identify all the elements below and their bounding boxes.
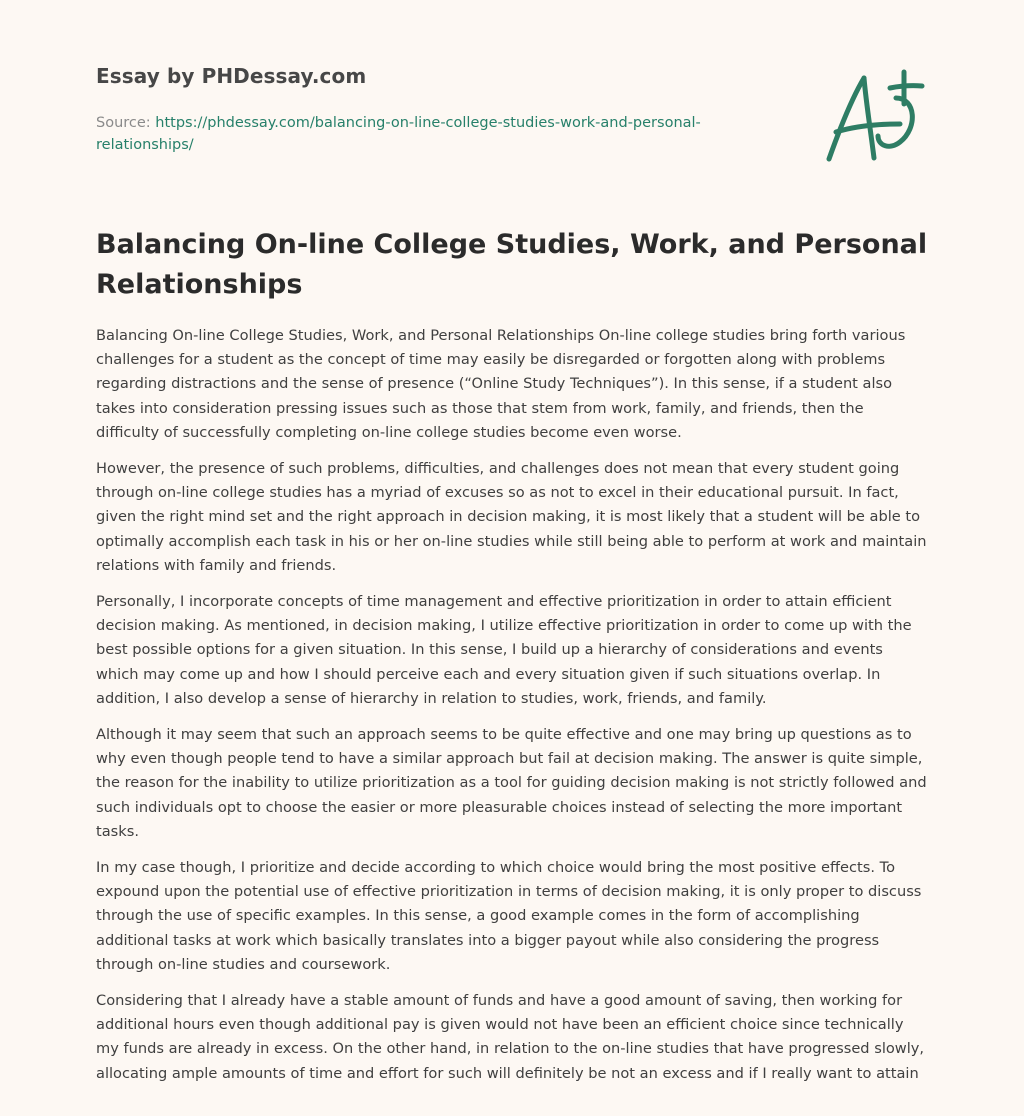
essay-paragraph: Personally, I incorporate concepts of time management and effective prioritization in order to attain efficient decision making. As mentioned, in decision making, I utilize effective prioritization in order to come up with the best possible options for a given situation. In this sense, I build up a hierarchy of considerations and events which may come up and how I should perceive each and every situation given if such situations overlap. In addition, I also develop a sense of hierarchy in relation to studies, work, friends, and family. xyxy=(96,593,912,707)
essay-paragraph: Although it may seem that such an approach seems to be quite effective and one may bring up questions as to why even though people tend to have a similar approach but fail at decision making. The answer is quite simple, the reason for the inability to utilize prioritization as a tool for guiding decision making is not strictly followed and such individuals opt to choose the easier or more pleasurable choices instead of selecting the more important tasks. xyxy=(96,726,927,840)
essay-paragraph: However, the presence of such problems, difficulties, and challenges does not mean that every student going through on-line college studies has a myriad of excuses so as not to excel in their educational pursuit. In fact, given the right mind set and the right approach in decision making, it is most likely that a student will be able to optimally accomplish each task in his or her on-line studies while still being able to perform at work and maintain relations with family and friends. xyxy=(96,460,927,574)
essay-paragraph: In my case though, I prioritize and decide according to which choice would bring the most positive effects. To expound upon the potential use of effective prioritization in terms of decision making, it is only proper to discuss through the use of specific examples. In this sense, a good example comes in the form of accomplishing additional tasks at work which basically translates into a bigger payout while also considering the progress through on-line studies and coursework. xyxy=(96,859,922,973)
a-plus-grade-icon xyxy=(816,66,928,166)
source-label: Source: xyxy=(96,115,151,131)
essay-body xyxy=(96,324,930,1098)
source-line xyxy=(96,112,736,156)
source-link[interactable]: https://phdessay.com/balancing-on-line-college-studies-work-and-personal-relationships/ xyxy=(96,115,701,153)
site-title: Essay by PHDessay.com xyxy=(96,64,367,88)
essay-paragraph: Considering that I already have a stable amount of funds and have a good amount of saving, then working for additional hours even though additional pay is given would not have been an efficient choice since technically my funds are already in excess. On the other hand, in relation to the on-line studies that have progressed slowly, allocating ample amounts of time and effort for such will definitely be not an excess and if I really want to attain xyxy=(96,992,925,1082)
essay-paragraph: Balancing On-line College Studies, Work, and Personal Relationships On-line college studies bring forth various challenges for a student as the concept of time may easily be disregarded or forgotten along with problems regarding distractions and the sense of presence (“Online Study Techniques”). In this sense, if a student also takes into consideration pressing issues such as those that stem from work, family, and friends, then the difficulty of successfully completing on-line college studies become even worse. xyxy=(96,327,906,441)
essay-title: Balancing On-line College Studies, Work, and Personal Relationships xyxy=(96,229,928,300)
